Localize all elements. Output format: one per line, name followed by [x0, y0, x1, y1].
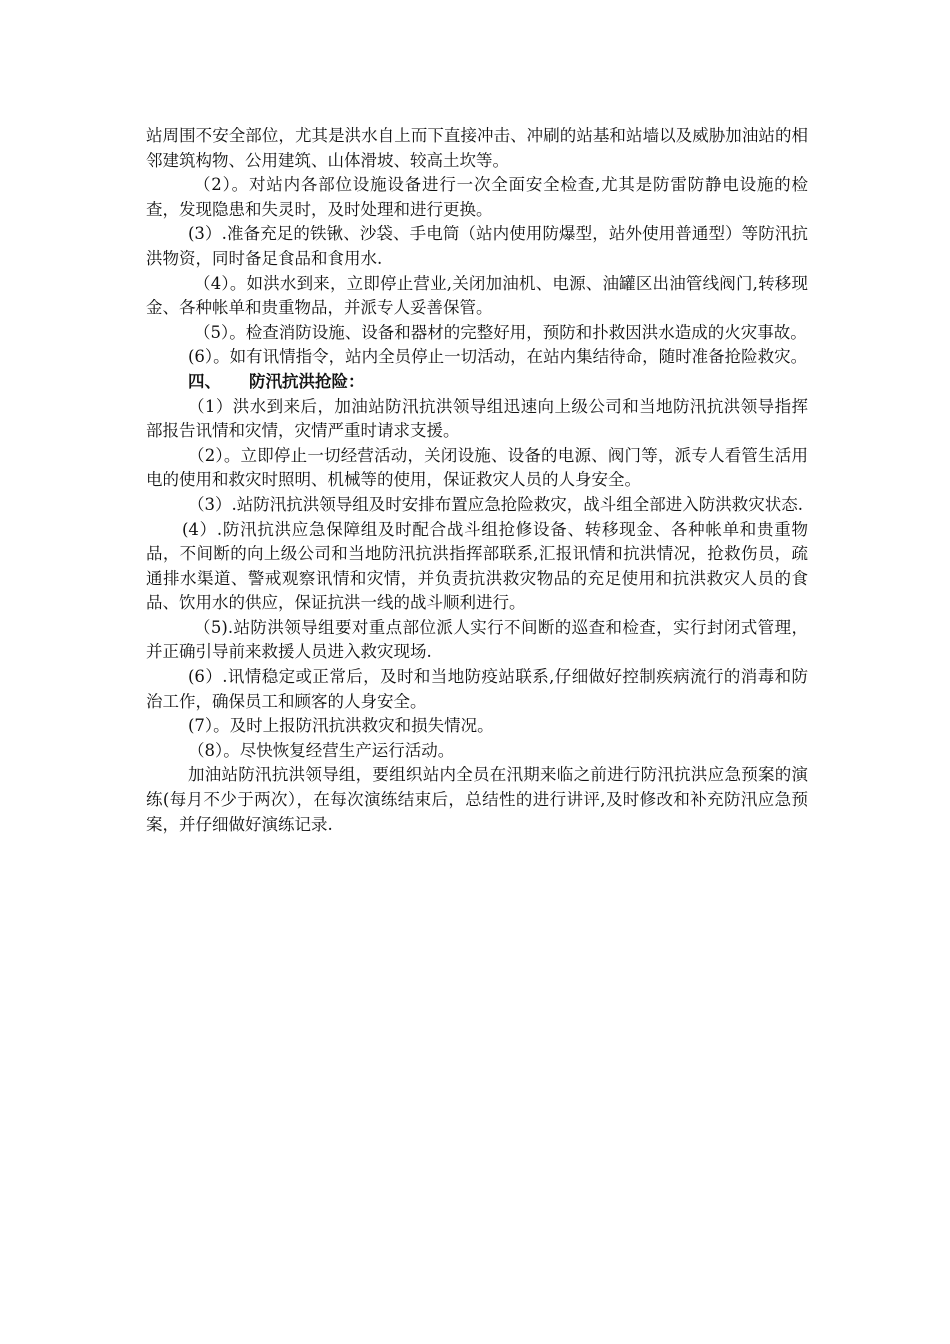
- section-item-2: （2）。立即停止一切经营活动，关闭设施、设备的电源、阀门等，派专人看管生活用电的使用和救灾时照明、机械等的使用，保证救灾人员的人身安全。: [146, 445, 808, 490]
- document-body: [146, 124, 808, 837]
- section-item-4: (4）.防汛抗洪应急保障组及时配合战斗组抢修设备、转移现金、各种帐单和贵重物品，不间断的向上级公司和当地防汛抗洪指挥部联系,汇报讯情和抗洪情况，抢救伤员，疏通排水渠道、警戒观察讯情和灾情，并负责抗洪救灾物品的充足使用和抗洪救灾人员的食品、饮用水的供应，保证抗洪一线的战斗顺利进行。: [146, 519, 808, 613]
- section-item-7: (7）。及时上报防汛抗洪救灾和损失情况。: [188, 716, 494, 736]
- paragraph-item-3: (3）.准备充足的铁锹、沙袋、手电筒（站内使用防爆型，站外使用普通型）等防汛抗洪物资，同时备足食品和食用水.: [146, 224, 808, 268]
- section-item-1: （1）洪水到来后，加油站防汛抗洪领导组迅速向上级公司和当地防汛抗洪领导指挥部报告讯情和灾情，灾情严重时请求支援。: [146, 396, 808, 441]
- section-item-3: （3）.站防汛抗洪领导组及时安排布置应急抢险救灾，战斗组全部进入防洪救灾状态.: [188, 494, 803, 514]
- paragraph-item-2: （2）。对站内各部位设施设备进行一次全面安全检查,尤其是防雷防静电设施的检查，发现隐患和失灵时，及时处理和进行更换。: [146, 175, 808, 219]
- section-title: 防汛抗洪抢险：: [249, 371, 365, 391]
- paragraph-continuation: 站周围不安全部位，尤其是洪水自上而下直接冲击、冲刷的站基和站墙以及威胁加油站的相邻建筑构物、公用建筑、山体滑坡、较高土坎等。: [146, 126, 808, 170]
- paragraph-item-6: (6）。如有讯情指令，站内全员停止一切活动，在站内集结待命，随时准备抢险救灾。: [188, 347, 808, 367]
- section-heading: [146, 370, 808, 395]
- section-item-5: （5).站防洪领导组要对重点部位派人实行不间断的巡查和检查，实行封闭式管理，并正确引导前来救援人员进入救灾现场.: [146, 617, 808, 662]
- paragraph-item-5: （5）。检查消防设施、设备和器材的完整好用，预防和扑救因洪水造成的火灾事故。: [194, 322, 807, 342]
- closing-paragraph: 加油站防汛抗洪领导组，要组织站内全员在汛期来临之前进行防汛抗洪应急预案的演练(每月不少于两次），在每次演练结束后，总结性的进行讲评,及时修改和补充防汛应急预案，并仔细做好演练记录.: [146, 765, 808, 834]
- section-item-8: （8）。尽快恢复经营生产运行活动。: [188, 740, 455, 760]
- section-item-6: (6）.讯情稳定或正常后，及时和当地防疫站联系,仔细做好控制疾病流行的消毒和防治工作，确保员工和顾客的人身安全。: [146, 667, 808, 711]
- paragraph-item-4: （4）。如洪水到来，立即停止营业,关闭加油机、电源、油罐区出油管线阀门,转移现金、各种帐单和贵重物品，并派专人妥善保管。: [146, 273, 808, 318]
- section-number: 四、: [188, 371, 221, 391]
